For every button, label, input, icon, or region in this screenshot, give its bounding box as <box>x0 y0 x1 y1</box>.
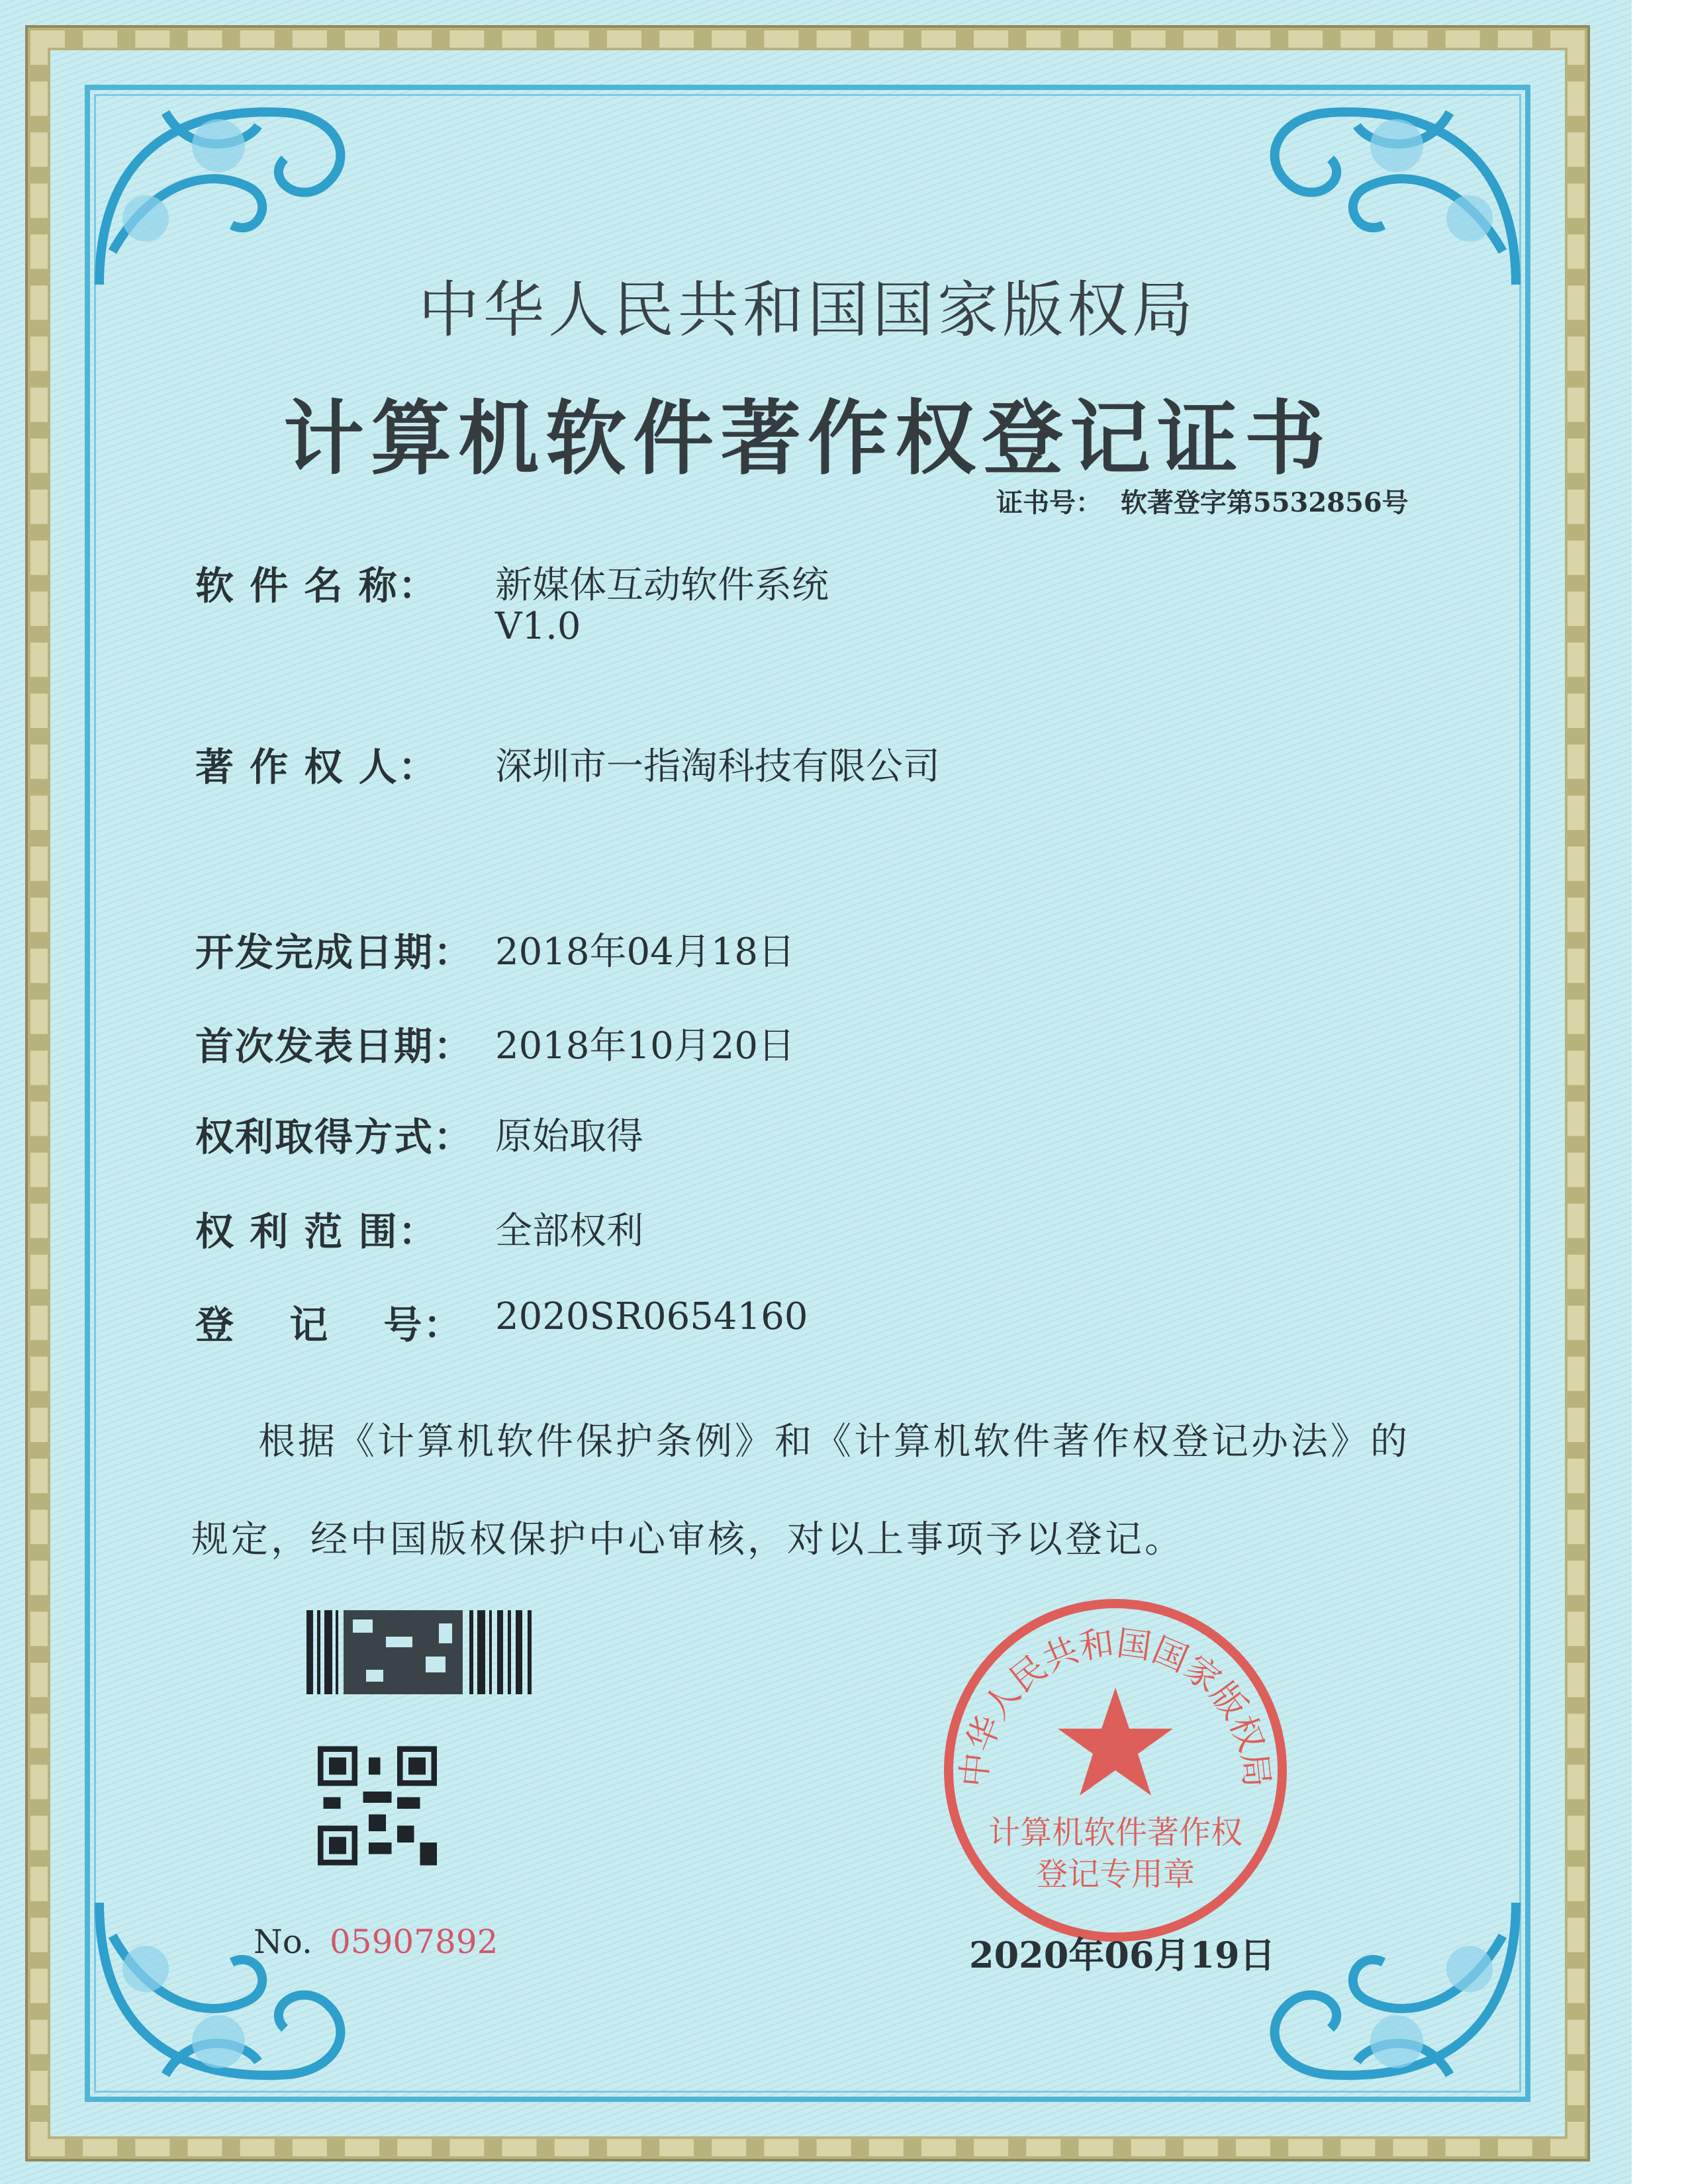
statement-line-1: 根据《计算机软件保护条例》和《计算机软件著作权登记办法》的 <box>258 1420 1410 1463</box>
rights-scope-label: 权 利 范 围： <box>195 1209 438 1254</box>
issuer-title: 中华人民共和国国家版权局 <box>418 275 1197 345</box>
copyright-owner-value: 深圳市一指淘科技有限公司 <box>495 745 940 788</box>
software-version-value: V1.0 <box>495 605 581 648</box>
official-seal <box>940 1595 1291 1946</box>
qr-code <box>318 1743 437 1868</box>
completion-date-label: 开发完成日期： <box>195 930 474 975</box>
star-icon <box>1058 1688 1173 1796</box>
software-name-label: 软 件 名 称： <box>195 563 438 608</box>
barcode <box>306 1610 537 1694</box>
seal-outer-text: 中华人民共和国国家版权局 <box>954 1623 1277 1790</box>
completion-date-value: 2018年04月18日 <box>495 931 796 974</box>
publication-date-value: 2018年10月20日 <box>495 1024 796 1068</box>
registration-number-value: 2020SR0654160 <box>495 1295 808 1338</box>
seal-inner-line-2: 登记专用章 <box>1035 1856 1196 1893</box>
certificate-number <box>996 482 1409 520</box>
cert-no-label: 证书号： <box>996 487 1102 518</box>
copyright-owner-label: 著 作 权 人： <box>195 745 438 790</box>
acquisition-method-label: 权利取得方式： <box>195 1115 474 1160</box>
seal-inner-line-1: 计算机软件著作权 <box>988 1814 1243 1851</box>
issue-date: 2020年06月19日 <box>969 1934 1276 1976</box>
software-name-value: 新媒体互动软件系统 <box>495 564 829 607</box>
rights-scope-value: 全部权利 <box>495 1210 643 1253</box>
serial-number: 05907892 <box>330 1923 498 1961</box>
publication-date-label: 首次发表日期： <box>195 1024 474 1069</box>
corner-ornament-bottom-left <box>86 1883 371 2101</box>
registration-number-label: 登 记 号： <box>195 1302 463 1347</box>
statement-line-2: 规定，经中国版权保护中心审核，对以上事项予以登记。 <box>191 1518 1184 1561</box>
cert-no-value: 软著登字第5532856号 <box>1120 487 1409 518</box>
certificate-title: 计算机软件著作权登记证书 <box>283 390 1332 486</box>
acquisition-method-value: 原始取得 <box>495 1115 643 1158</box>
serial-label: No. <box>254 1923 312 1961</box>
